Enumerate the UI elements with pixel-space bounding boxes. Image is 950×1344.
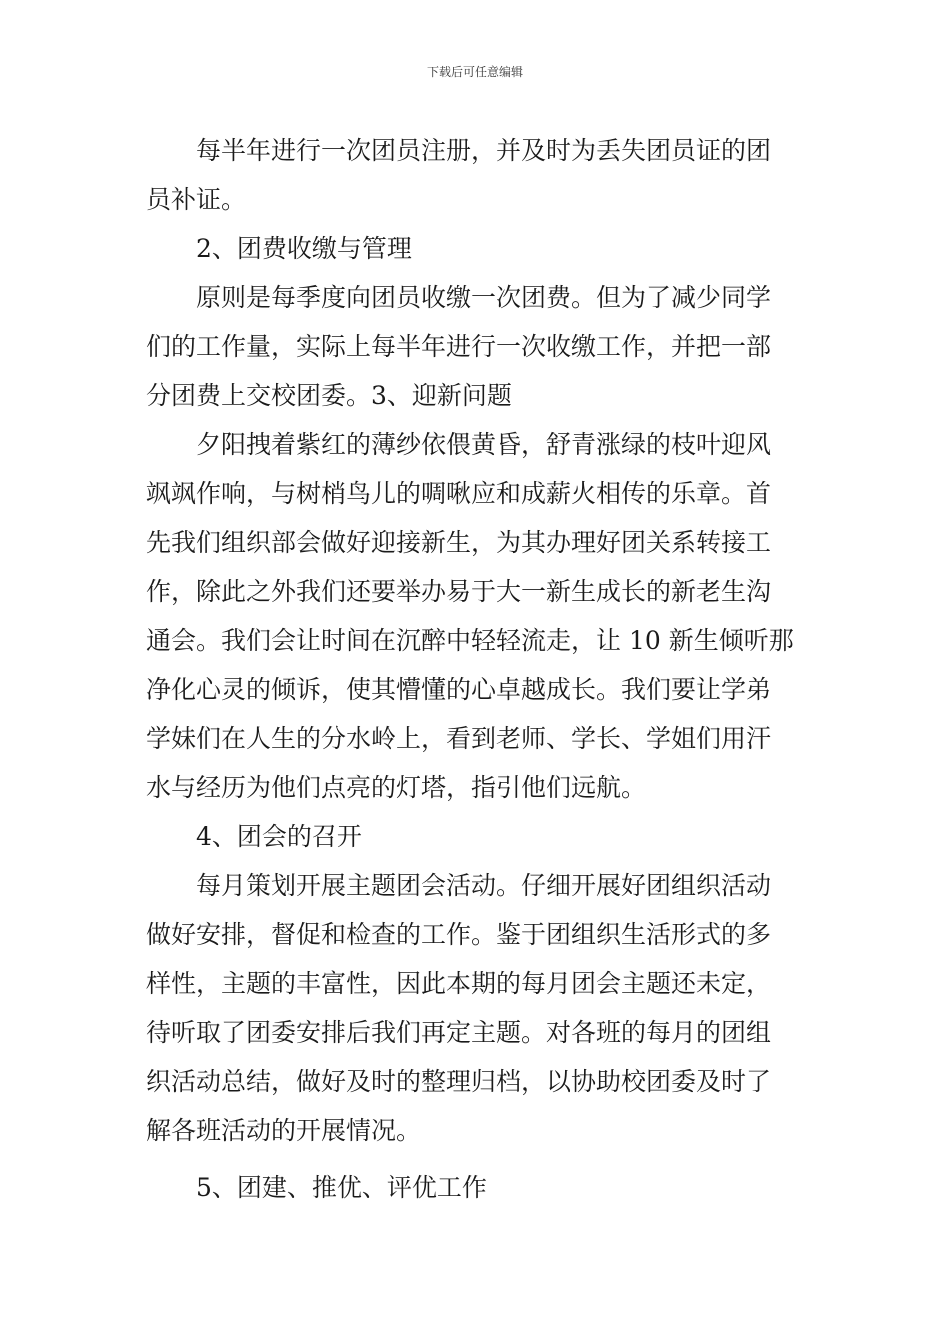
text-line: 样性，主题的丰富性，因此本期的每月团会主题还未定， — [146, 969, 772, 998]
document-body — [146, 126, 808, 1212]
section-heading: 4、团会的召开 — [196, 822, 362, 851]
text-line: 分团费上交校团委。3、迎新问题 — [146, 381, 512, 410]
text-line: 通会。我们会让时间在沉醉中轻轻流走，让 10 新生倾听那 — [146, 626, 794, 655]
text-line: 每半年进行一次团员注册，并及时为丢失团员证的团 — [196, 136, 772, 165]
text-line: 们的工作量，实际上每半年进行一次收缴工作，并把一部 — [146, 332, 772, 361]
text-line: 学妹们在人生的分水岭上，看到老师、学长、学姐们用汗 — [146, 724, 772, 753]
text-line: 每月策划开展主题团会活动。仔细开展好团组织活动 — [196, 871, 772, 900]
text-line: 先我们组织部会做好迎接新生，为其办理好团关系转接工 — [146, 528, 772, 557]
text-line: 净化心灵的倾诉，使其懵懂的心卓越成长。我们要让学弟 — [146, 675, 772, 704]
text-line: 原则是每季度向团员收缴一次团费。但为了减少同学 — [196, 283, 772, 312]
text-line: 做好安排，督促和检查的工作。鉴于团组织生活形式的多 — [146, 920, 772, 949]
text-line: 员补证。 — [146, 185, 247, 214]
section-heading: 5、团建、推优、评优工作 — [196, 1173, 487, 1202]
page-header: 下载后可任意编辑 — [426, 65, 523, 79]
text-line: 待听取了团委安排后我们再定主题。对各班的每月的团组 — [146, 1018, 772, 1047]
text-line: 作，除此之外我们还要举办易于大一新生成长的新老生沟 — [146, 577, 772, 606]
text-line: 水与经历为他们点亮的灯塔，指引他们远航。 — [146, 773, 647, 802]
text-line: 夕阳拽着紫红的薄纱依偎黄昏，舒青涨绿的枝叶迎风 — [196, 430, 772, 459]
section-heading: 2、团费收缴与管理 — [196, 234, 412, 263]
text-line: 解各班活动的开展情况。 — [146, 1116, 422, 1145]
text-line: 织活动总结，做好及时的整理归档，以协助校团委及时了 — [146, 1067, 772, 1096]
text-line: 飒飒作响，与树梢鸟儿的啁啾应和成薪火相传的乐章。首 — [146, 479, 772, 508]
